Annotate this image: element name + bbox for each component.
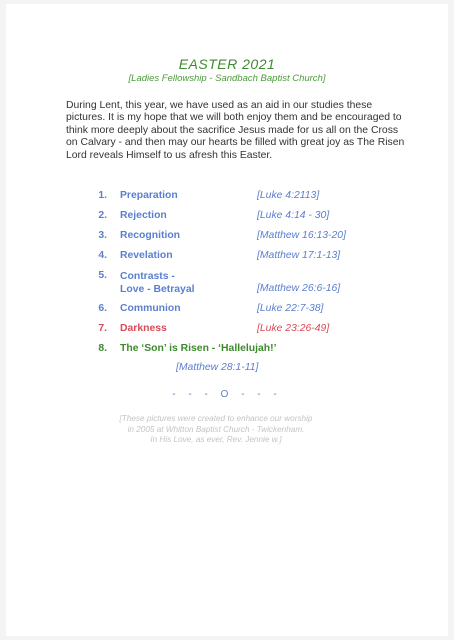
- intro-paragraph: During Lent, this year, we have used as an aid in our studies these pictures. It is my hope that we will both enjoy them and be encouraged to think more deeply about the sacrifice Jesus made for us all on the Cross on Calvary - and then may our hearts be filled with great joy as The Risen Lord reveals Himself to us afresh this Easter.: [66, 100, 405, 161]
- item-title: Revelation: [120, 250, 173, 261]
- item-title: Rejection: [120, 210, 167, 221]
- item-number: 4.: [98, 250, 107, 261]
- section-divider: - - - O - - -: [172, 389, 282, 400]
- item-number: 7.: [98, 323, 107, 334]
- item-reference: [Luke 23:26-49]: [257, 323, 330, 334]
- list-item-rejection: [91, 210, 411, 230]
- item-number: 3.: [98, 230, 107, 241]
- list-item-risen: [91, 343, 411, 363]
- item-title: Communion: [120, 303, 181, 314]
- footer-note: [96, 414, 336, 446]
- item-title: Preparation: [120, 190, 178, 201]
- item-title: Recognition: [120, 230, 181, 241]
- list-item-revelation: [91, 250, 411, 270]
- list-item-recognition: [91, 230, 411, 250]
- item-number: 6.: [98, 303, 107, 314]
- list-item-darkness: [91, 323, 411, 343]
- page-title: EASTER 2021: [178, 56, 276, 72]
- list-item-preparation: [91, 190, 411, 210]
- item-reference: [Matthew 16:13-20]: [257, 230, 346, 241]
- list-item-contrasts: [91, 270, 411, 303]
- footer-line: [These pictures were created to enhance our worship: [119, 414, 313, 423]
- item-reference: [Matthew 17:1-13]: [257, 250, 341, 261]
- item-title-line-1: Contrasts -: [120, 271, 175, 282]
- document-page: [6, 4, 448, 636]
- item-title: [120, 270, 195, 296]
- item-reference: [Matthew 26:6-16]: [257, 283, 341, 294]
- page-subtitle: [Ladies Fellowship - Sandbach Baptist Church]: [128, 73, 326, 84]
- item-reference: [Luke 4:2113]: [257, 190, 320, 201]
- item-reference: [Luke 4:14 - 30]: [257, 210, 330, 221]
- list-item-communion: [91, 303, 411, 323]
- footer-line: in 2005 at Whitton Baptist Church - Twickenham.: [127, 424, 305, 434]
- item-reference: [Luke 22:7-38]: [257, 303, 324, 314]
- item-number: 8.: [98, 343, 107, 354]
- final-reference: [Matthew 28:1-11]: [176, 362, 259, 373]
- item-number: 5.: [98, 270, 107, 281]
- item-title: The ‘Son’ is Risen - ‘Hallelujah!’: [120, 343, 277, 354]
- item-title-line-2: Love - Betrayal: [120, 284, 195, 295]
- footer-line: In His Love, as ever, Rev. Jennie w.]: [150, 435, 282, 444]
- item-title: Darkness: [120, 323, 167, 334]
- study-list: [91, 190, 411, 363]
- item-number: 2.: [98, 210, 107, 221]
- item-number: 1.: [98, 190, 107, 201]
